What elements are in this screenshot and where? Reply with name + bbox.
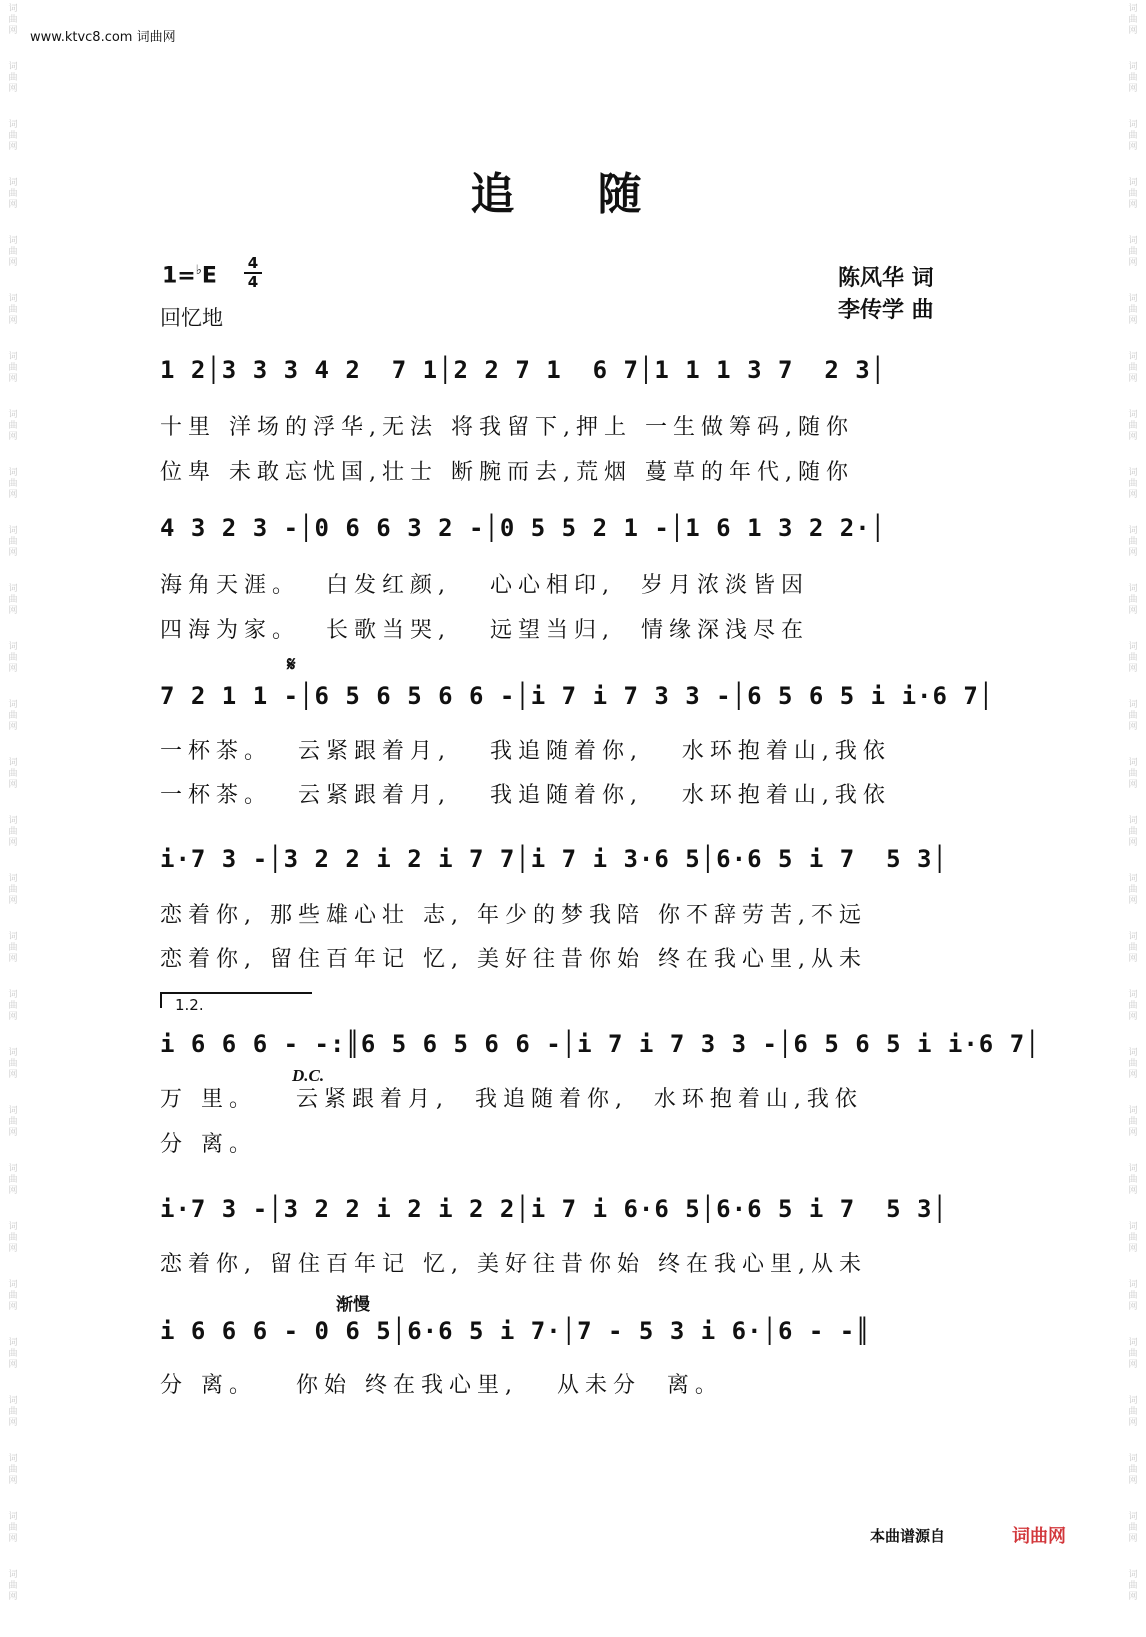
- meter-top: 4: [247, 254, 259, 272]
- watermark-text: 词 曲 网: [8, 758, 18, 790]
- watermark-text: 词 曲 网: [1128, 1048, 1138, 1080]
- composer: 李传学 曲: [838, 298, 934, 323]
- watermark-text: 词 曲 网: [8, 526, 18, 558]
- watermark-text: 词 曲 网: [1128, 758, 1138, 790]
- lyric-row-1-verse-2: 位卑 未敢忘忧国,壮士 断腕而去,荒烟 蔓草的年代,随你: [160, 460, 854, 485]
- watermark-text: 词 曲 网: [1128, 816, 1138, 848]
- watermark-text: 词 曲 网: [1128, 642, 1138, 674]
- watermark-text: 词 曲 网: [8, 1338, 18, 1370]
- watermark-text: 词 曲 网: [8, 62, 18, 94]
- right-watermark-strip: [1120, 0, 1146, 1637]
- watermark-text: 词 曲 网: [1128, 294, 1138, 326]
- lyric-row-2-verse-2: 四海为家。 长歌当哭, 远望当归, 情缘深浅尽在: [160, 618, 809, 643]
- watermark-text: 词 曲 网: [8, 1164, 18, 1196]
- key-signature: [162, 263, 217, 288]
- watermark-text: 词 曲 网: [1128, 120, 1138, 152]
- watermark-text: 词 曲 网: [1128, 236, 1138, 268]
- notation-row-1: 1 2│3 3 3 4 2 7 1│2 2 7 1 6 7│1 1 1 3 7 2 3│: [160, 356, 887, 384]
- footer-source-text: 本曲谱源自: [870, 1527, 946, 1545]
- watermark-text: 词 曲 网: [8, 4, 18, 36]
- watermark-text: 词 曲 网: [8, 1396, 18, 1428]
- notation-row-7: i 6 6 6 - 0 6 5│6·6 5 i 7·│7 - 5 3 i 6·│6 - -║: [160, 1317, 871, 1345]
- watermark-text: 词 曲 网: [8, 1106, 18, 1138]
- watermark-text: 词 曲 网: [1128, 1570, 1138, 1602]
- lyric-row-6-verse-1: 恋着你, 留住百年记 忆, 美好往昔你始 终在我心里,从未: [160, 1252, 867, 1277]
- watermark-text: 词 曲 网: [1128, 1280, 1138, 1312]
- watermark-text: 词 曲 网: [8, 642, 18, 674]
- watermark-text: 词 曲 网: [8, 1048, 18, 1080]
- lyric-row-2-verse-1: 海角天涯。 白发红颜, 心心相印, 岁月浓淡皆因: [160, 573, 809, 598]
- lyric-row-1-verse-1: 十里 洋场的浮华,无法 将我留下,押上 一生做筹码,随你: [160, 415, 854, 440]
- notation-row-6: i·7 3 -│3 2 2 i 2 i 2 2│i 7 i 6·6 5│6·6 5 i 7 5 3│: [160, 1195, 948, 1223]
- watermark-text: 词 曲 网: [8, 468, 18, 500]
- key-note: E: [201, 263, 217, 289]
- footer-brand-link[interactable]: 词曲网: [1012, 1526, 1066, 1547]
- notation-row-4: i·7 3 -│3 2 2 i 2 i 7 7│i 7 i 3·6 5│6·6 5 i 7 5 3│: [160, 845, 948, 873]
- watermark-text: 词 曲 网: [1128, 700, 1138, 732]
- watermark-text: 词 曲 网: [8, 1222, 18, 1254]
- lyric-row-7-verse-1: 分 离。 你始 终在我心里, 从未分 离。: [160, 1373, 723, 1398]
- watermark-text: 词 曲 网: [8, 294, 18, 326]
- watermark-text: 词 曲 网: [8, 816, 18, 848]
- watermark-text: 词 曲 网: [1128, 62, 1138, 94]
- watermark-text: 词 曲 网: [1128, 584, 1138, 616]
- time-signature: [244, 256, 262, 290]
- watermark-text: 词 曲 网: [8, 932, 18, 964]
- watermark-text: 词 曲 网: [8, 1280, 18, 1312]
- watermark-text: 词 曲 网: [1128, 932, 1138, 964]
- lyric-row-3-verse-2: 一杯茶。 云紧跟着月, 我追随着你, 水环抱着山,我依: [160, 783, 891, 808]
- watermark-text: 词 曲 网: [8, 410, 18, 442]
- watermark-text: 词 曲 网: [1128, 526, 1138, 558]
- da-capo-mark: D.C.: [292, 1066, 325, 1085]
- watermark-text: 词 曲 网: [1128, 178, 1138, 210]
- watermark-text: 词 曲 网: [8, 990, 18, 1022]
- watermark-text: 词 曲 网: [8, 120, 18, 152]
- watermark-text: 词 曲 网: [1128, 874, 1138, 906]
- tempo-marking: 回忆地: [160, 306, 223, 330]
- watermark-text: 词 曲 网: [1128, 990, 1138, 1022]
- segno-icon: 𝄋: [287, 652, 296, 676]
- watermark-text: 词 曲 网: [8, 700, 18, 732]
- watermark-text: 词 曲 网: [1128, 1164, 1138, 1196]
- lyric-row-5-verse-2: 分 离。: [160, 1132, 257, 1157]
- song-title: 追 随: [470, 169, 676, 220]
- watermark-text: 词 曲 网: [1128, 1454, 1138, 1486]
- left-watermark-strip: [0, 0, 26, 1637]
- watermark-text: 词 曲 网: [1128, 468, 1138, 500]
- notation-row-2: 4 3 2 3 -│0 6 6 3 2 -│0 5 5 2 1 -│1 6 1 3 2 2·│: [160, 514, 887, 542]
- lyric-row-5-verse-1: 万 里。 云紧跟着月, 我追随着你, 水环抱着山,我依: [160, 1087, 863, 1112]
- lyric-row-4-verse-1: 恋着你, 那些雄心壮 志, 年少的梦我陪 你不辞劳苦,不远: [160, 903, 867, 928]
- meter-bottom: 4: [247, 273, 259, 291]
- watermark-text: 词 曲 网: [1128, 1396, 1138, 1428]
- watermark-text: 词 曲 网: [8, 1570, 18, 1602]
- watermark-text: 词 曲 网: [8, 236, 18, 268]
- key-label: 1=: [162, 263, 196, 289]
- credits: [838, 263, 934, 327]
- notation-row-3: 7 2 1 1 -│6 5 6 5 6 6 -│i 7 i 7 3 3 -│6 5 6 5 i i·6 7│: [160, 682, 995, 710]
- watermark-text: 词 曲 网: [1128, 1222, 1138, 1254]
- watermark-text: 词 曲 网: [1128, 1512, 1138, 1544]
- lyricist: 陈风华 词: [838, 266, 934, 291]
- watermark-text: 词 曲 网: [1128, 1106, 1138, 1138]
- watermark-text: 词 曲 网: [8, 1512, 18, 1544]
- watermark-text: 词 曲 网: [8, 178, 18, 210]
- watermark-text: 词 曲 网: [8, 1454, 18, 1486]
- watermark-text: 词 曲 网: [1128, 1338, 1138, 1370]
- lyric-row-4-verse-2: 恋着你, 留住百年记 忆, 美好往昔你始 终在我心里,从未: [160, 947, 867, 972]
- watermark-text: 词 曲 网: [1128, 4, 1138, 36]
- watermark-text: 词 曲 网: [8, 352, 18, 384]
- site-header[interactable]: www.ktvc8.com 词曲网: [30, 30, 176, 45]
- notation-row-5: i 6 6 6 - -:║6 5 6 5 6 6 -│i 7 i 7 3 3 -│6 5 6 5 i i·6 7│: [160, 1030, 1041, 1058]
- flat-icon: ♭: [195, 263, 202, 278]
- watermark-text: 词 曲 网: [1128, 352, 1138, 384]
- watermark-text: 词 曲 网: [8, 874, 18, 906]
- volta-label: 1.2.: [175, 996, 204, 1014]
- watermark-text: 词 曲 网: [1128, 410, 1138, 442]
- watermark-text: 词 曲 网: [8, 584, 18, 616]
- ritardando-mark: 渐慢: [336, 1295, 370, 1315]
- lyric-row-3-verse-1: 一杯茶。 云紧跟着月, 我追随着你, 水环抱着山,我依: [160, 739, 891, 764]
